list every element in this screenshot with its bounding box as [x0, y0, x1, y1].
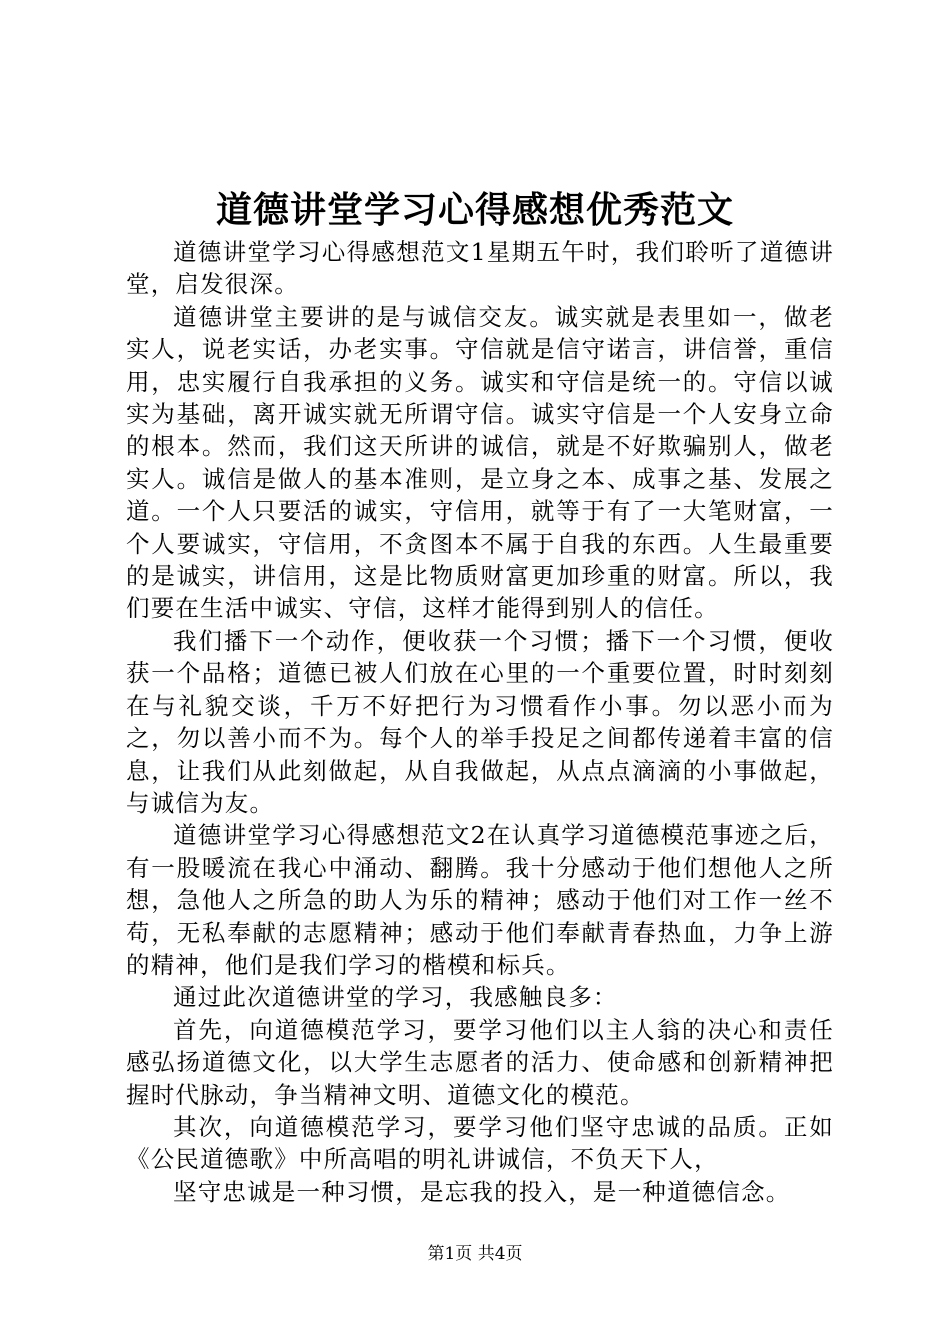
- document-body: [126, 236, 834, 1208]
- paragraph: 道德讲堂学习心得感想范文1星期五午时，我们聆听了道德讲堂，启发很深。: [126, 238, 834, 299]
- paragraph: 道德讲堂学习心得感想范文2在认真学习道德模范事迹之后，有一股暖流在我心中涌动、翻腾。我十分感动于他们想他人之所想，急他人之所急的助人为乐的精神；感动于他们对工作一丝不苟，无私奉献的志愿精神；感动于他们奉献青春热血，力争上游的精神，他们是我们学习的楷模和标兵。: [126, 821, 834, 979]
- page-number-footer: 第1页 共4页: [427, 1244, 523, 1264]
- document-title: 道德讲堂学习心得感想优秀范文: [215, 189, 734, 231]
- paragraph: 坚守忠诚是一种习惯，是忘我的投入，是一种道德信念。: [173, 1177, 791, 1206]
- paragraph: 其次，向道德模范学习，要学习他们坚守忠诚的品质。正如《公民道德歌》中所高唱的明礼讲诚信，不负天下人，: [126, 1112, 834, 1174]
- paragraph: 道德讲堂主要讲的是与诚信交友。诚实就是表里如一，做老实人，说老实话，办老实事。守信就是信守诺言，讲信誉，重信用，忠实履行自我承担的义务。诚实和守信是统一的。守信以诚实为基础，离开诚实就无所谓守信。诚实守信是一个人安身立命的根本。然而，我们这天所讲的诚信，就是不好欺骗别人，做老实人。诚信是做人的基本准则，是立身之本、成事之基、发展之道。一个人只要活的诚实，守信用，就等于有了一大笔财富，一个人要诚实，守信用，不贪图本不属于自我的东西。人生最重要的是诚实，讲信用，这是比物质财富更加珍重的财富。所以，我们要在生活中诚实、守信，这样才能得到别人的信任。: [126, 302, 834, 623]
- paragraph: 我们播下一个动作，便收获一个习惯；播下一个习惯，便收获一个品格；道德已被人们放在心里的一个重要位置，时时刻刻在与礼貌交谈，千万不好把行为习惯看作小事。勿以恶小而为之，勿以善小而不为。每个人的举手投足之间都传递着丰富的信息，让我们从此刻做起，从自我做起，从点点滴滴的小事做起，与诚信为友。: [126, 626, 834, 817]
- paragraph: 通过此次道德讲堂的学习，我感触良多：: [173, 983, 618, 1012]
- paragraph: 首先，向道德模范学习，要学习他们以主人翁的决心和责任感弘扬道德文化，以大学生志愿者的活力、使命感和创新精神把握时代脉动，争当精神文明、道德文化的模范。: [126, 1015, 834, 1109]
